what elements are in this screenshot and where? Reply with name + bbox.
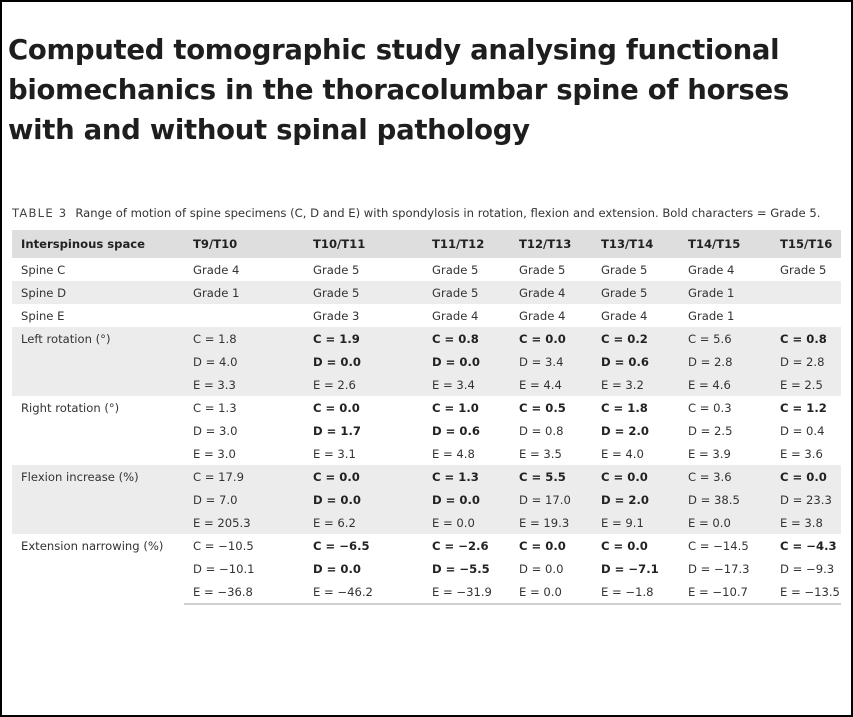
table-cell: C = 0.0	[771, 465, 841, 488]
table-cell: E = −36.8	[184, 580, 304, 604]
table-cell: Grade 4	[601, 308, 648, 323]
table-cell: D = −10.1	[193, 561, 255, 576]
table-caption	[12, 206, 847, 220]
table-cell: D = −5.5	[432, 561, 490, 576]
table-cell: C = 1.9	[304, 327, 423, 350]
table-cell: D = 0.6	[432, 423, 480, 438]
table-cell: C = −14.5	[688, 538, 749, 553]
table-cell: Grade 1	[184, 281, 304, 304]
table-cell: D = 2.0	[592, 488, 679, 511]
measure-label: Flexion increase (%)	[12, 465, 184, 534]
table-cell: D = 2.8	[679, 350, 771, 373]
table-cell: D = 2.0	[601, 423, 649, 438]
table-cell: D = 0.6	[592, 350, 679, 373]
row-label: Spine E	[21, 308, 65, 323]
table-cell: E = 19.3	[510, 511, 592, 534]
table-row	[12, 281, 841, 304]
measure-label: Right rotation (°)	[21, 401, 120, 415]
table-caption-text: Range of motion of spine specimens (C, D and E) with spondylosis in rotation, flexion and extension. Bold characters = Grade 5.	[75, 206, 821, 220]
table-cell: E = −10.7	[679, 580, 771, 604]
table-cell: E = −13.5	[771, 580, 841, 604]
table-cell: D = 0.0	[304, 488, 423, 511]
table-cell: Grade 5	[423, 281, 510, 304]
table-cell: E = 0.0	[423, 511, 510, 534]
table-cell: C = −10.5	[193, 538, 254, 553]
table-cell	[184, 304, 304, 327]
table-cell: D = 0.0	[423, 488, 510, 511]
table-cell: C = 1.0	[432, 400, 479, 415]
table-row	[12, 304, 841, 327]
table-cell: C = 1.8	[184, 327, 304, 350]
table-cell: D = −9.3	[780, 561, 835, 576]
table-cell: E = 3.3	[184, 373, 304, 396]
table-cell	[771, 304, 841, 327]
table-cell: D = 17.0	[510, 488, 592, 511]
table-cell: E = 3.8	[771, 511, 841, 534]
table-cell: E = −46.2	[304, 580, 423, 604]
table-cell: E = 2.5	[771, 373, 841, 396]
row-label: Spine C	[21, 262, 66, 277]
table-row	[12, 258, 841, 281]
table-cell: D = 0.0	[313, 561, 361, 576]
table-cell: E = 4.8	[432, 446, 475, 461]
table-cell: D = −17.3	[688, 561, 750, 576]
header-t14-t15: T14/T15	[679, 230, 771, 258]
header-interspinous-space: Interspinous space	[12, 230, 184, 258]
table-cell: Grade 5	[313, 262, 360, 277]
table-cell: Grade 5	[519, 262, 566, 277]
table-cell: Grade 4	[193, 262, 240, 277]
table-cell: C = 0.0	[510, 327, 592, 350]
table-cell: D = −7.1	[601, 561, 659, 576]
table-cell: E = 3.1	[313, 446, 356, 461]
table-cell: E = 6.2	[304, 511, 423, 534]
table-row	[12, 534, 841, 557]
table-row	[12, 465, 841, 488]
table-row	[12, 396, 841, 419]
table-cell: C = 0.0	[601, 538, 648, 553]
table-cell: D = 2.5	[688, 423, 733, 438]
table-cell: E = 2.6	[304, 373, 423, 396]
table-cell: D = 4.0	[184, 350, 304, 373]
table-cell: C = 0.8	[771, 327, 841, 350]
table-cell: D = 0.0	[423, 350, 510, 373]
table-cell: E = 3.9	[688, 446, 731, 461]
table-cell: C = −4.3	[780, 538, 837, 553]
table-cell: D = 7.0	[184, 488, 304, 511]
table-cell: C = 0.2	[592, 327, 679, 350]
header-t9-t10: T9/T10	[184, 230, 304, 258]
table-cell: E = 4.0	[601, 446, 644, 461]
table-cell: C = 1.3	[193, 400, 237, 415]
table-cell: Grade 4	[519, 308, 566, 323]
page-title: Computed tomographic study analysing functional biomechanics in the thoracolumbar spine of horses with and without spinal pathology	[8, 34, 789, 146]
table-cell: C = 0.8	[423, 327, 510, 350]
table-cell: Grade 1	[679, 281, 771, 304]
table-cell: E = 3.4	[423, 373, 510, 396]
table-cell: D = 0.0	[304, 350, 423, 373]
table-cell: E = 0.0	[510, 580, 592, 604]
table-cell: D = 0.8	[519, 423, 564, 438]
table-cell: E = 0.0	[679, 511, 771, 534]
table-cell: E = 3.2	[592, 373, 679, 396]
table-cell: E = 9.1	[592, 511, 679, 534]
table-cell: C = 1.8	[601, 400, 648, 415]
table-row	[12, 327, 841, 350]
table-cell: E = 4.4	[510, 373, 592, 396]
table-cell: C = 1.2	[780, 400, 827, 415]
table-cell: D = 3.4	[510, 350, 592, 373]
table-cell: D = 3.0	[193, 423, 238, 438]
table-cell: C = 0.0	[313, 400, 360, 415]
table-cell: C = 3.6	[679, 465, 771, 488]
table-cell: Grade 5	[592, 281, 679, 304]
measure-label: Extension narrowing (%)	[21, 539, 164, 553]
table-cell: D = 0.4	[780, 423, 825, 438]
table-cell: Grade 1	[688, 308, 735, 323]
table-cell: Grade 4	[432, 308, 479, 323]
table-cell: E = −31.9	[423, 580, 510, 604]
table-cell: D = 38.5	[679, 488, 771, 511]
table-cell: C = 0.0	[592, 465, 679, 488]
table-cell: E = −1.8	[592, 580, 679, 604]
table-cell	[771, 281, 841, 304]
table-cell: C = 0.3	[688, 400, 732, 415]
table-cell: C = 5.6	[679, 327, 771, 350]
table-body	[12, 258, 841, 604]
table-cell: C = 1.3	[423, 465, 510, 488]
table-cell: D = 23.3	[771, 488, 841, 511]
header-t10-t11: T10/T11	[304, 230, 423, 258]
table-cell: Grade 3	[313, 308, 360, 323]
header-t13-t14: T13/T14	[592, 230, 679, 258]
table-cell: Grade 4	[510, 281, 592, 304]
table-cell: E = 3.5	[519, 446, 562, 461]
table-cell: Grade 5	[780, 262, 827, 277]
table-cell: D = 1.7	[313, 423, 361, 438]
table-cell: D = 2.8	[771, 350, 841, 373]
table-cell: E = 3.0	[193, 446, 236, 461]
header-t15-t16: T15/T16	[771, 230, 841, 258]
measure-label: Left rotation (°)	[12, 327, 184, 396]
header-t12-t13: T12/T13	[510, 230, 592, 258]
row-label: Spine D	[12, 281, 184, 304]
table-header-row	[12, 230, 841, 258]
table-cell: Grade 5	[304, 281, 423, 304]
header-t11-t12: T11/T12	[423, 230, 510, 258]
table-cell: Grade 5	[601, 262, 648, 277]
table-cell: C = −6.5	[313, 538, 370, 553]
table-cell: E = 3.6	[780, 446, 823, 461]
table-cell: E = 4.6	[679, 373, 771, 396]
table-cell: C = 0.0	[519, 538, 566, 553]
table-cell: E = 205.3	[184, 511, 304, 534]
table-cell: C = −2.6	[432, 538, 489, 553]
table-cell: Grade 4	[688, 262, 735, 277]
results-table	[12, 230, 841, 605]
table-cell: C = 0.5	[519, 400, 566, 415]
table-label: TABLE 3	[12, 206, 68, 220]
table-cell: C = 17.9	[184, 465, 304, 488]
table-cell: C = 0.0	[304, 465, 423, 488]
table-cell: Grade 5	[432, 262, 479, 277]
table-cell: C = 5.5	[510, 465, 592, 488]
table-cell: D = 0.0	[519, 561, 564, 576]
